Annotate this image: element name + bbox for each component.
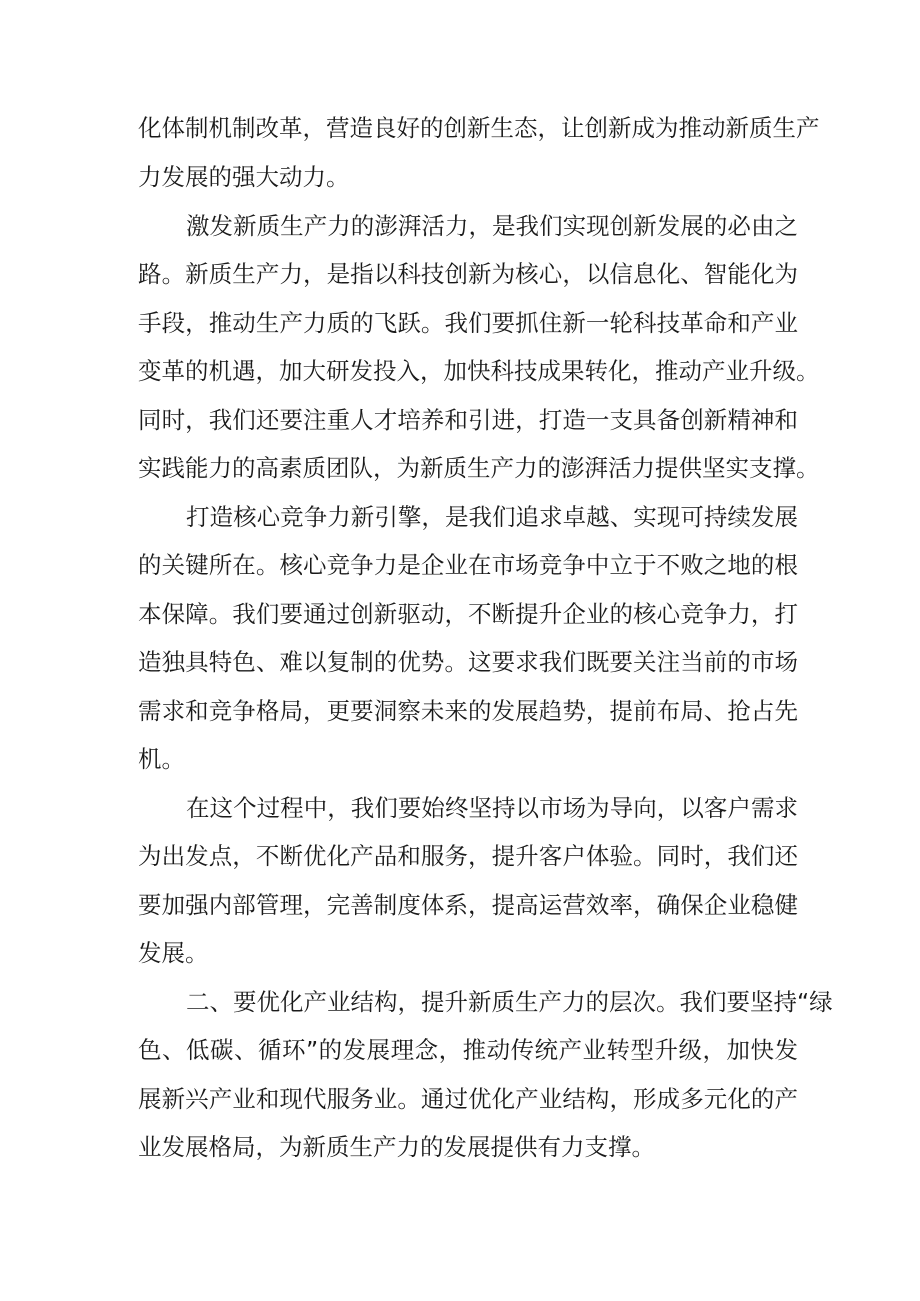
paragraph-3-line-2: 的关键所在。核心竞争力是企业在市场竞争中立于不败之地的根 (138, 551, 798, 579)
paragraph-4-line-4: 发展。 (138, 939, 209, 967)
paragraph-3-line-5: 需求和竞争格局，更要洞察未来的发展趋势，提前布局、抢占先 (138, 697, 798, 725)
paragraph-2-line-5: 同时，我们还要注重人才培养和引进，打造一支具备创新精神和 (138, 406, 798, 434)
paragraph-2-line-4: 变革的机遇，加大研发投入，加快科技成果转化，推动产业升级。 (138, 357, 820, 385)
paragraph-5-line-3: 展新兴产业和现代服务业。通过优化产业结构，形成多元化的产 (138, 1085, 798, 1113)
paragraph-3-line-3: 本保障。我们要通过创新驱动，不断提升企业的核心竞争力，打 (138, 600, 798, 628)
paragraph-3-line-6: 机。 (138, 745, 185, 773)
paragraph-5-line-4: 业发展格局，为新质生产力的发展提供有力支撑。 (138, 1133, 655, 1161)
paragraph-5-line-1: 二、要优化产业结构，提升新质生产力的层次。我们要坚持“绿 (186, 988, 833, 1016)
paragraph-3-line-1: 打造核心竞争力新引擎，是我们追求卓越、实现可持续发展 (186, 503, 798, 531)
paragraph-2-line-1: 激发新质生产力的澎湃活力，是我们实现创新发展的必由之 (186, 212, 798, 240)
paragraph-2-line-2: 路。新质生产力，是指以科技创新为核心，以信息化、智能化为 (138, 260, 798, 288)
paragraph-5-line-2: 色、低碳、循环”的发展理念，推动传统产业转型升级，加快发 (138, 1036, 798, 1064)
paragraph-4-line-1: 在这个过程中，我们要始终坚持以市场为导向，以客户需求 (186, 794, 798, 822)
paragraph-4-line-2: 为出发点，不断优化产品和服务，提升客户体验。同时，我们还 (138, 842, 798, 870)
paragraph-2-line-6: 实践能力的高素质团队，为新质生产力的澎湃活力提供坚实支撑。 (138, 454, 820, 482)
paragraph-2-line-3: 手段，推动生产力质的飞跃。我们要抓住新一轮科技革命和产业 (138, 309, 798, 337)
paragraph-1-line-1: 化体制机制改革，营造良好的创新生态，让创新成为推动新质生产 (138, 114, 820, 142)
paragraph-3-line-4: 造独具特色、难以复制的优势。这要求我们既要关注当前的市场 (138, 648, 798, 676)
paragraph-1-line-2: 力发展的强大动力。 (138, 163, 350, 191)
paragraph-4-line-3: 要加强内部管理，完善制度体系，提高运营效率，确保企业稳健 (138, 891, 798, 919)
